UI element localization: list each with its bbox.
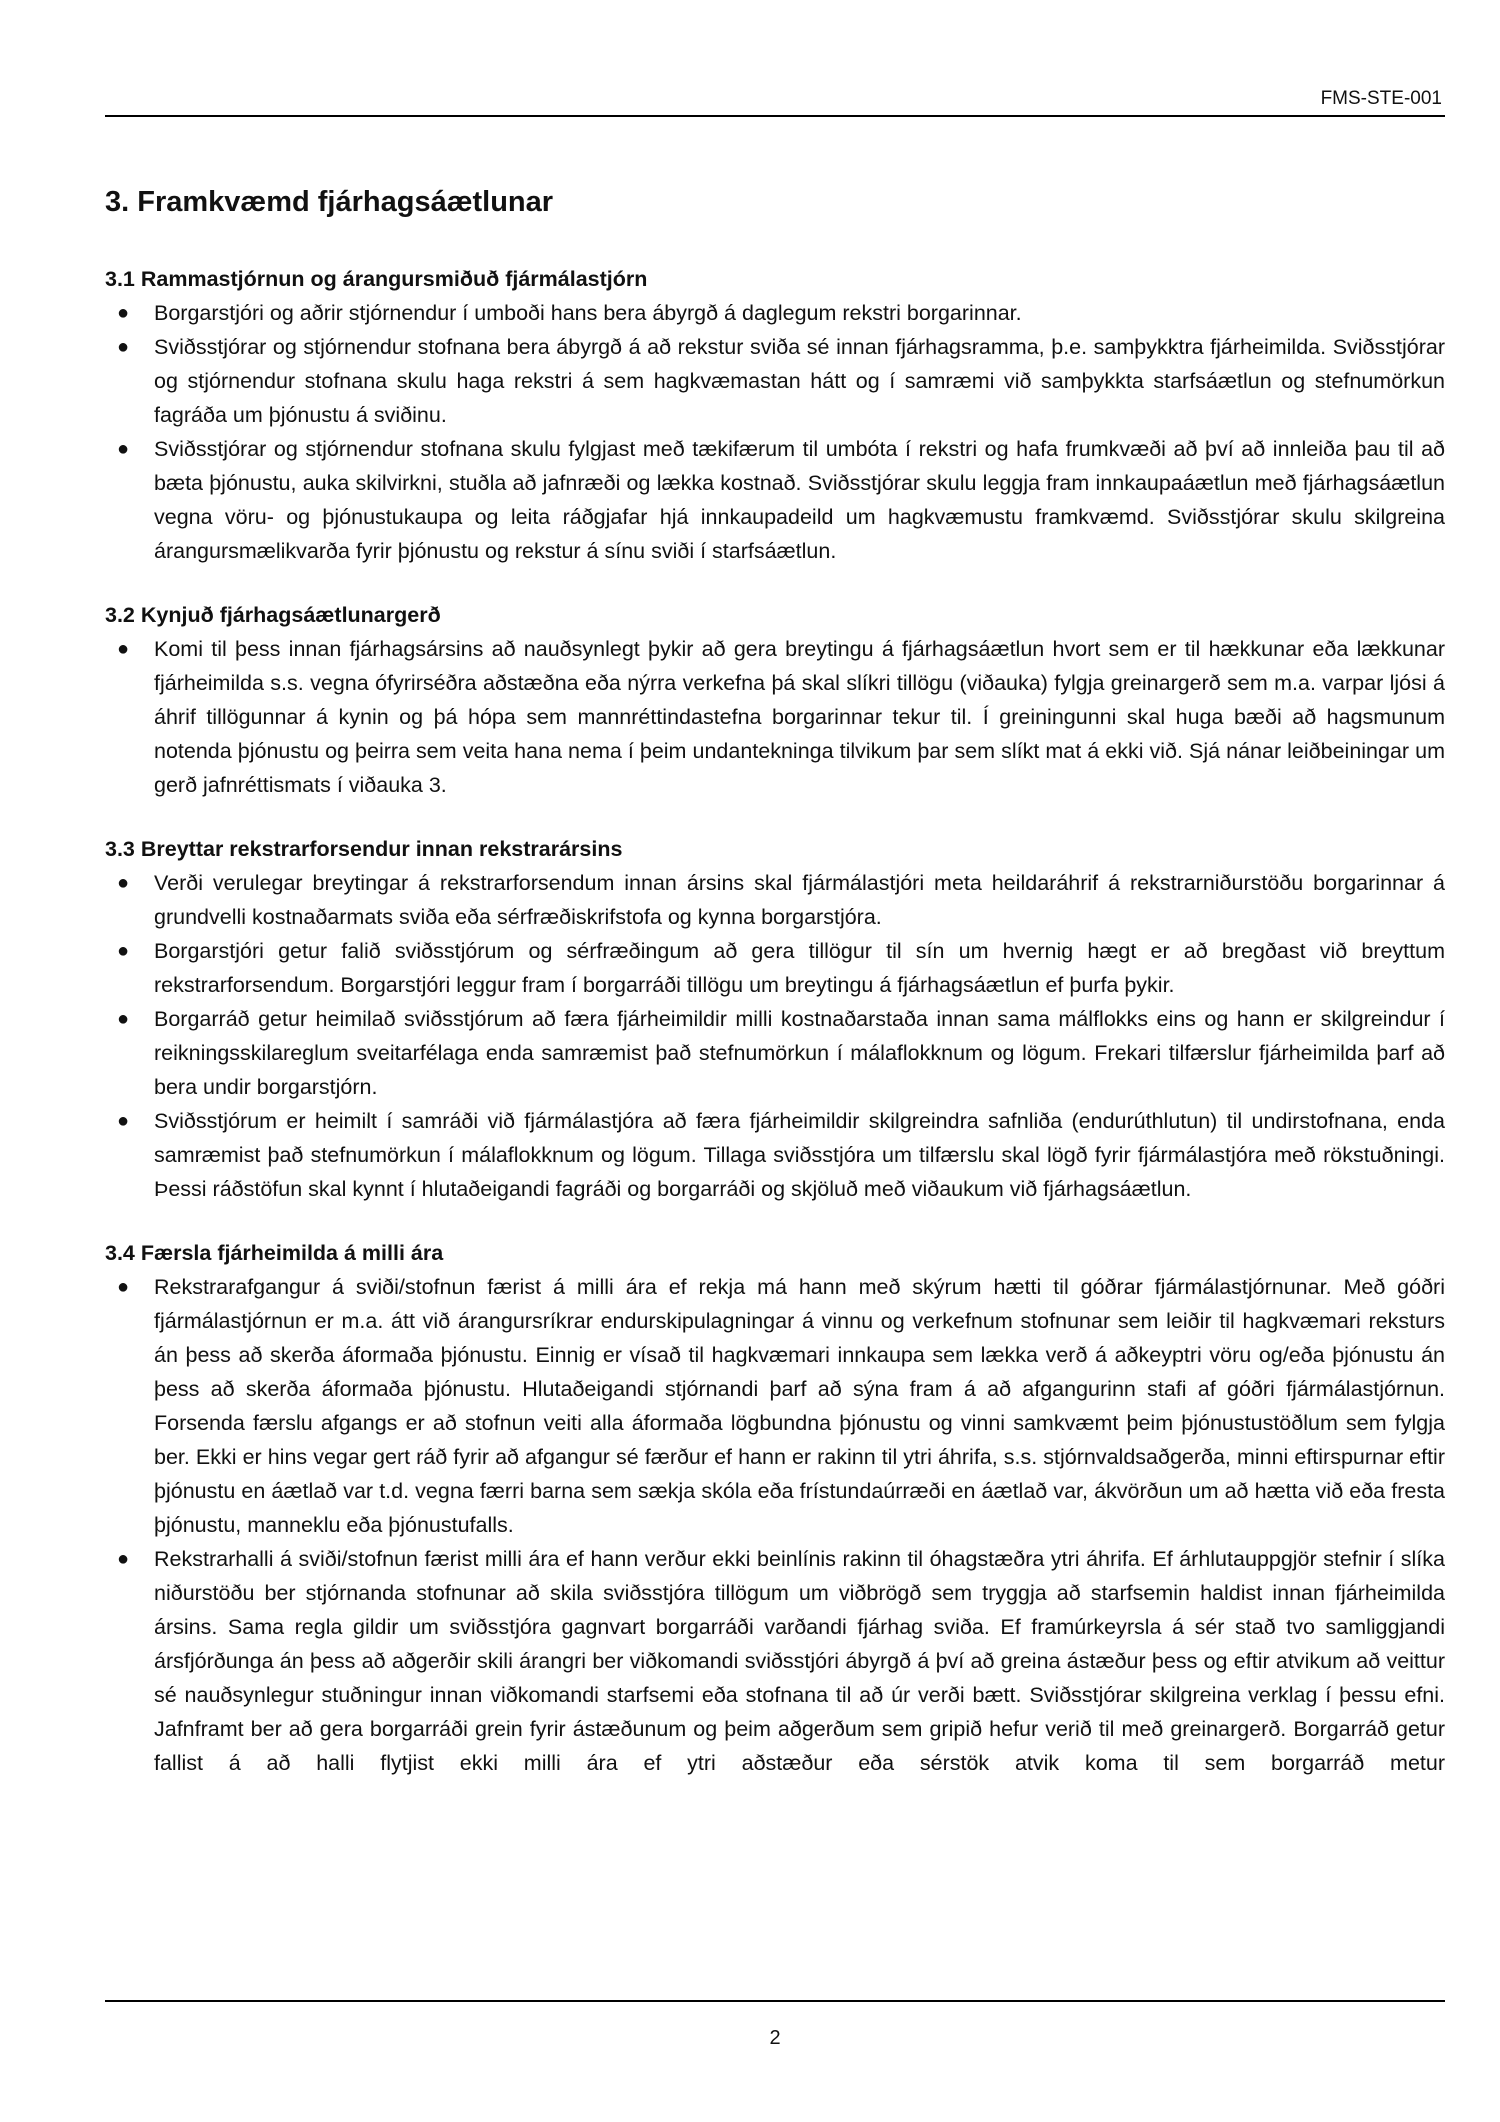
list-item <box>105 330 1445 432</box>
list-item <box>105 632 1445 802</box>
bullet-icon: ● <box>117 1548 130 1570</box>
section-3-4 <box>105 1236 1445 1780</box>
bullet-icon: ● <box>117 940 130 962</box>
list-item-text: Sviðsstjórar og stjórnendur stofnana skulu fylgjast með tækifærum til umbóta í rekstri og hafa frumkvæði að því að innleiða þau til að bæta þjónustu, auka skilvirkni, stuðla að jafnræði og lækka kostnað. Sviðsstjórar skulu leggja fram innkaupaáætlun með fjárhagsáætlun vegna vöru- og þjónustukaupa og leita ráðgjafar hjá innkaupadeild um hagkvæmustu framkvæmd. Sviðsstjórar skulu skilgreina árangursmælikvarða fyrir þjónustu og rekstur á sínu sviði í starfsáætlun. <box>154 437 1445 563</box>
list-item-text: Borgarstjóri og aðrir stjórnendur í umboði hans bera ábyrgð á daglegum rekstri borgarinnar. <box>154 301 1022 325</box>
list-item <box>105 432 1445 568</box>
list-item-text: Borgarráð getur heimilað sviðsstjórum að færa fjárheimildir milli kostnaðarstaða innan sama málflokks eins og hann er skilgreindur í reikningsskilareglum sveitarfélaga enda samræmist það stefnumörkun í málaflokknum og lögum. Frekari tilfærslur fjárheimilda þarf að bera undir borgarstjórn. <box>154 1007 1445 1099</box>
page-number: 2 <box>769 2027 781 2049</box>
section-heading: 3.1 Rammastjórnun og árangursmiðuð fjármálastjórn <box>105 267 648 291</box>
section-heading: 3.4 Færsla fjárheimilda á milli ára <box>105 1241 444 1265</box>
bullet-icon: ● <box>117 1276 130 1298</box>
page-content <box>105 182 1445 1810</box>
list-item-text: Borgarstjóri getur falið sviðsstjórum og sérfræðingum að gera tillögur til sín um hvernig hægt er að bregðast við breyttum rekstrarforsendum. Borgarstjóri leggur fram í borgarráði tillögu um breytingu á fjárhagsáætlun ef þurfa þykir. <box>154 939 1445 997</box>
chapter-title: 3. Framkvæmd fjárhagsáætlunar <box>105 186 554 218</box>
list-item <box>105 1104 1445 1206</box>
list-item-text: Komi til þess innan fjárhagsársins að nauðsynlegt þykir að gera breytingu á fjárhagsáætlun hvort sem er til hækkunar eða lækkunar fjárheimilda s.s. vegna ófyrirséðra aðstæðna eða nýrra verkefna þá skal slíkri tillögu (viðauka) fylgja greinargerð sem m.a. varpar ljósi á áhrif tillögunnar á kynin og þá hópa sem mannréttindastefna borgarinnar tekur til. Í greiningunni skal huga bæði að hagsmunum notenda þjónustu og þeirra sem veita hana nema í þeim undantekninga tilvikum þar sem slíkt mat á ekki við. Sjá nánar leiðbeiningar um gerð jafnréttismats í viðauka 3. <box>154 637 1445 797</box>
list-item <box>105 934 1445 1002</box>
bullet-list <box>105 632 1445 802</box>
bullet-icon: ● <box>117 1110 130 1132</box>
bullet-list <box>105 866 1445 1206</box>
bullet-icon: ● <box>117 302 130 324</box>
section-heading: 3.3 Breyttar rekstrarforsendur innan rekstrarársins <box>105 837 623 861</box>
bullet-icon: ● <box>117 336 130 358</box>
list-item-text: Sviðsstjórum er heimilt í samráði við fjármálastjóra að færa fjárheimildir skilgreindra safnliða (endurúthlutun) til undirstofnana, enda samræmist það stefnumörkun í málaflokknum og lögum. Tillaga sviðsstjóra um tilfærslu skal lögð fyrir fjármálastjóra með rökstuðningi. Þessi ráðstöfun skal kynnt í hlutaðeigandi fagráði og borgarráði og skjöluð með viðaukum við fjárhagsáætlun. <box>154 1109 1445 1201</box>
bullet-icon: ● <box>117 1008 130 1030</box>
bullet-icon: ● <box>117 438 130 460</box>
list-item <box>105 1002 1445 1104</box>
list-item <box>105 866 1445 934</box>
list-item-text: Verði verulegar breytingar á rekstrarforsendum innan ársins skal fjármálastjóri meta heildaráhrif á rekstrarniðurstöðu borgarinnar á grundvelli kostnaðarmats sviða eða sérfræðiskrifstofa og kynna borgarstjóra. <box>154 871 1445 929</box>
section-3-3 <box>105 832 1445 1206</box>
list-item <box>105 296 1445 330</box>
bullet-icon: ● <box>117 872 130 894</box>
list-item <box>105 1542 1445 1780</box>
bullet-list <box>105 1270 1445 1780</box>
section-3-1 <box>105 262 1445 568</box>
list-item-text: Rekstrarhalli á sviði/stofnun færist milli ára ef hann verður ekki beinlínis rakinn til óhagstæðra ytri áhrifa. Ef árhlutauppgjör stefnir í slíka niðurstöðu ber stjórnanda stofnunar að skila sviðsstjóra tillögum um viðbrögð sem tryggja að starfsemin haldist innan fjárheimilda ársins. Sama regla gildir um sviðsstjóra gagnvart borgarráði varðandi fjárhag sviða. Ef framúrkeyrsla á sér stað tvo samliggjandi ársfjórðunga án þess að aðgerðir skili árangri ber viðkomandi sviðsstjóri ábyrgð á því að greina ástæður þess og eftir atvikum að veittur sé nauðsynlegur stuðningur innan viðkomandi starfsemi eða stofnana til að úr verði bætt. Sviðsstjórar skilgreina verklag í þessu efni. Jafnframt ber að gera borgarráði grein fyrir ástæðunum og þeim aðgerðum sem gripið hefur verið til með greinargerð. Borgarráð getur fallist á að halli flytjist ekki milli ára ef ytri aðstæður eða sérstök atvik koma til sem borgarráð metur <box>154 1547 1445 1775</box>
footer-rule <box>105 2000 1445 2002</box>
section-heading: 3.2 Kynjuð fjárhagsáætlunargerð <box>105 603 441 627</box>
list-item <box>105 1270 1445 1542</box>
header-rule <box>105 115 1445 117</box>
list-item-text: Sviðsstjórar og stjórnendur stofnana bera ábyrgð á að rekstur sviða sé innan fjárhagsramma, þ.e. samþykktra fjárheimilda. Sviðsstjórar og stjórnendur stofnana skulu haga rekstri á sem hagkvæmastan hátt og í samræmi við samþykkta starfsáætlun og stefnumörkun fagráða um þjónustu á sviðinu. <box>154 335 1445 427</box>
document-id: FMS-STE-001 <box>1320 88 1442 109</box>
bullet-list <box>105 296 1445 568</box>
section-3-2 <box>105 598 1445 802</box>
bullet-icon: ● <box>117 638 130 660</box>
list-item-text: Rekstrarafgangur á sviði/stofnun færist á milli ára ef rekja má hann með skýrum hætti til góðrar fjármálastjórnunar. Með góðri fjármálastjórnun er m.a. átt við árangursríkrar endurskipulagningar á vinnu og verkefnum stofnunar sem leiðir til hagkvæmari reksturs án þess að skerða áformaða þjónustu. Einnig er vísað til hagkvæmari innkaupa sem lækka verð á aðkeyptri vöru og/eða þjónustu án þess að skerða áformaða þjónustu. Hlutaðeigandi stjórnandi þarf að sýna fram á að afgangurinn stafi af góðri fjármálastjórnun. Forsenda færslu afgangs er að stofnun veiti alla áformaða lögbundna þjónustu og vinni samkvæmt þeim þjónustustöðlum sem fylgja ber. Ekki er hins vegar gert ráð fyrir að afgangur sé færður ef hann er rakinn til ytri áhrifa, s.s. stjórnvaldsaðgerða, minni eftirspurnar eftir þjónustu en áætlað var t.d. vegna færri barna sem sækja skóla eða frístundaúrræði en áætlað var, ákvörðun um að hætta við eða fresta þjónustu, manneklu eða þjónustufalls. <box>154 1275 1445 1537</box>
